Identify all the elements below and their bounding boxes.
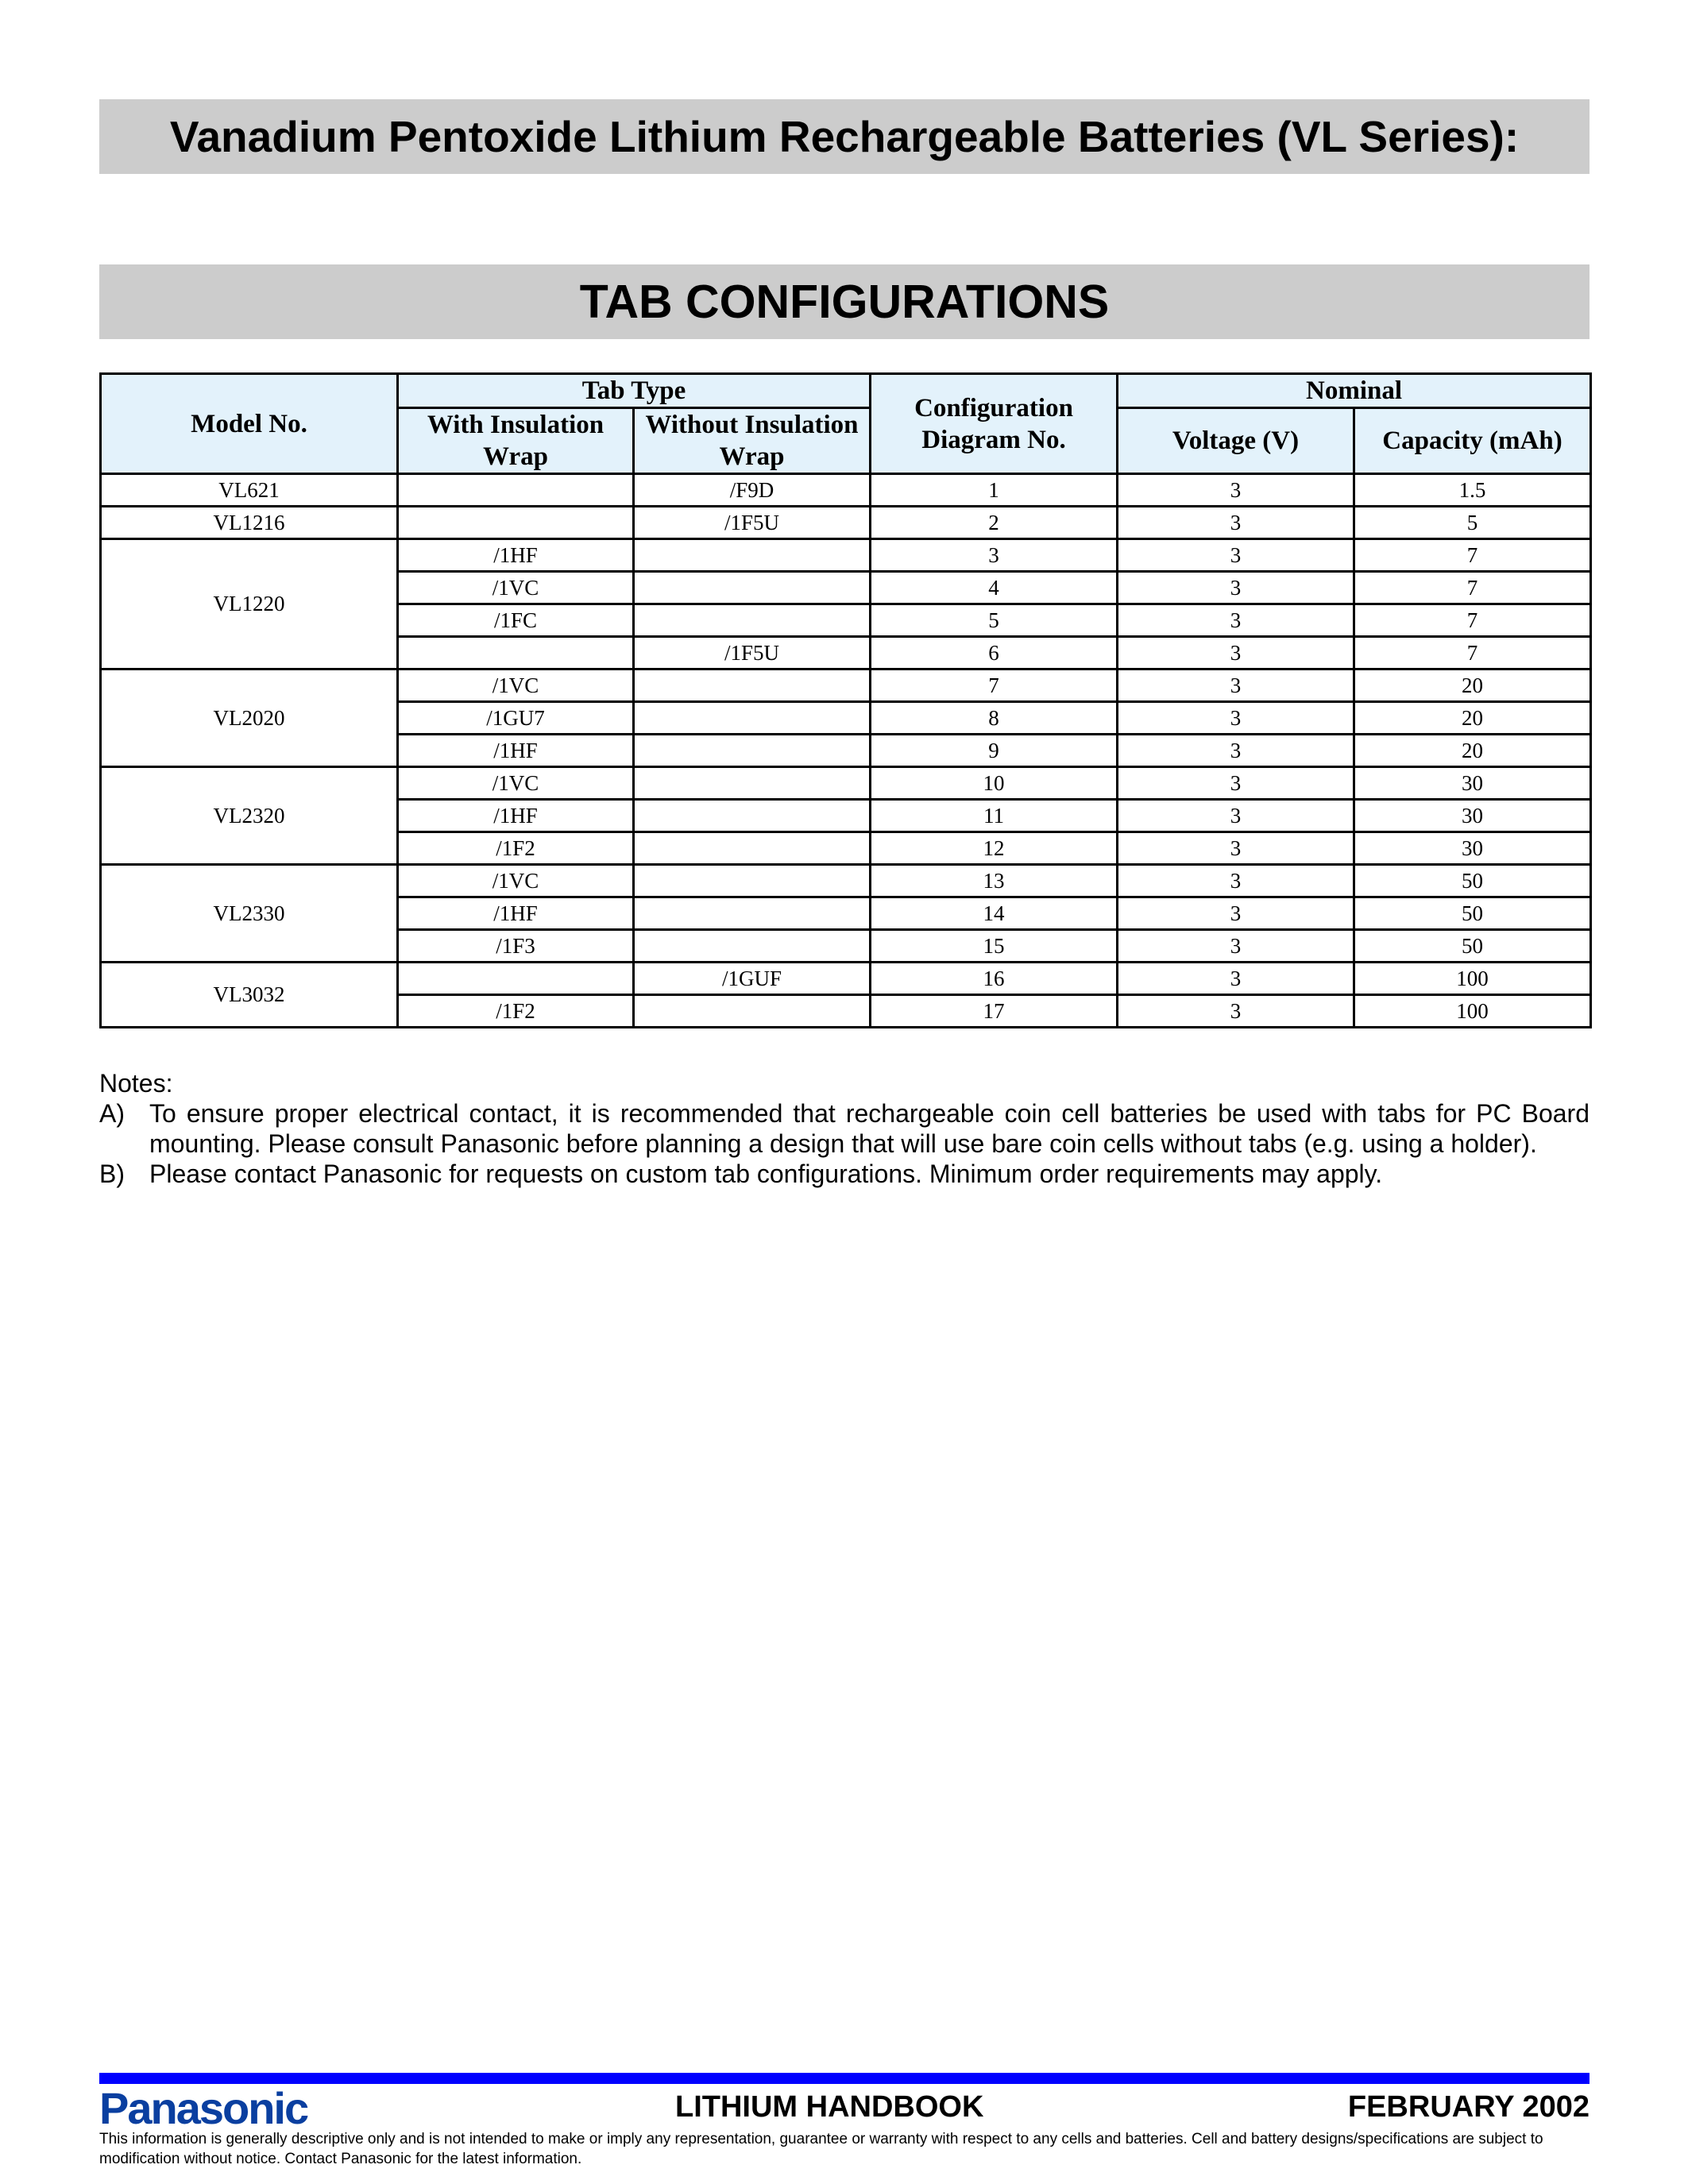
diagram-cell: 17 <box>871 995 1118 1028</box>
note-item <box>99 1159 1590 1189</box>
with-wrap-cell: /1F2 <box>398 995 634 1028</box>
with-wrap-cell: /1F2 <box>398 832 634 865</box>
diagram-cell: 2 <box>871 507 1118 539</box>
without-wrap-cell <box>634 572 871 604</box>
with-wrap-cell <box>398 474 634 507</box>
header-without-insulation-wrap: Without Insulation Wrap <box>634 408 871 474</box>
voltage-cell: 3 <box>1118 474 1354 507</box>
table-row <box>101 767 1591 800</box>
diagram-cell: 11 <box>871 800 1118 832</box>
voltage-cell: 3 <box>1118 702 1354 735</box>
capacity-cell: 100 <box>1354 963 1591 995</box>
table-row <box>101 539 1591 572</box>
voltage-cell: 3 <box>1118 832 1354 865</box>
panasonic-logo: Panasonic <box>99 2083 308 2133</box>
capacity-cell: 100 <box>1354 995 1591 1028</box>
diagram-cell: 16 <box>871 963 1118 995</box>
with-wrap-cell: /1FC <box>398 604 634 637</box>
header-voltage: Voltage (V) <box>1118 408 1354 474</box>
table-row <box>101 963 1591 995</box>
voltage-cell: 3 <box>1118 930 1354 963</box>
capacity-cell: 1.5 <box>1354 474 1591 507</box>
header-with-insulation-wrap: With Insulation Wrap <box>398 408 634 474</box>
voltage-cell: 3 <box>1118 897 1354 930</box>
diagram-cell: 6 <box>871 637 1118 669</box>
without-wrap-cell: /1GUF <box>634 963 871 995</box>
without-wrap-cell <box>634 865 871 897</box>
note-text: Please contact Panasonic for requests on custom tab configurations. Minimum order requirements may apply. <box>149 1160 1383 1188</box>
capacity-cell: 50 <box>1354 865 1591 897</box>
table-row <box>101 474 1591 507</box>
with-wrap-cell: /1GU7 <box>398 702 634 735</box>
without-wrap-cell <box>634 930 871 963</box>
without-wrap-cell: /1F5U <box>634 637 871 669</box>
voltage-cell: 3 <box>1118 669 1354 702</box>
voltage-cell: 3 <box>1118 800 1354 832</box>
diagram-cell: 1 <box>871 474 1118 507</box>
voltage-cell: 3 <box>1118 539 1354 572</box>
without-wrap-cell <box>634 832 871 865</box>
with-wrap-cell: /1HF <box>398 897 634 930</box>
diagram-cell: 15 <box>871 930 1118 963</box>
diagram-cell: 5 <box>871 604 1118 637</box>
capacity-cell: 50 <box>1354 897 1591 930</box>
model-cell: VL2320 <box>101 767 398 865</box>
diagram-cell: 8 <box>871 702 1118 735</box>
header-tab-type: Tab Type <box>398 374 871 408</box>
diagram-cell: 4 <box>871 572 1118 604</box>
voltage-cell: 3 <box>1118 963 1354 995</box>
without-wrap-cell <box>634 604 871 637</box>
diagram-cell: 14 <box>871 897 1118 930</box>
voltage-cell: 3 <box>1118 507 1354 539</box>
voltage-cell: 3 <box>1118 572 1354 604</box>
capacity-cell: 5 <box>1354 507 1591 539</box>
model-cell: VL2330 <box>101 865 398 963</box>
with-wrap-cell: /1HF <box>398 800 634 832</box>
footer-handbook-title: LITHIUM HANDBOOK <box>675 2090 984 2124</box>
without-wrap-cell <box>634 995 871 1028</box>
diagram-cell: 9 <box>871 735 1118 767</box>
note-item <box>99 1098 1590 1159</box>
with-wrap-cell <box>398 963 634 995</box>
voltage-cell: 3 <box>1118 995 1354 1028</box>
without-wrap-cell <box>634 669 871 702</box>
capacity-cell: 7 <box>1354 539 1591 572</box>
without-wrap-cell <box>634 897 871 930</box>
header-model-no: Model No. <box>101 374 398 474</box>
without-wrap-cell <box>634 702 871 735</box>
capacity-cell: 50 <box>1354 930 1591 963</box>
without-wrap-cell <box>634 539 871 572</box>
capacity-cell: 7 <box>1354 604 1591 637</box>
model-cell: VL1216 <box>101 507 398 539</box>
diagram-cell: 10 <box>871 767 1118 800</box>
note-letter: B) <box>99 1160 125 1188</box>
with-wrap-cell: /1VC <box>398 865 634 897</box>
with-wrap-cell <box>398 507 634 539</box>
diagram-cell: 12 <box>871 832 1118 865</box>
without-wrap-cell <box>634 735 871 767</box>
table-row <box>101 669 1591 702</box>
note-text: To ensure proper electrical contact, it is recommended that rechargeable coin cell batteries be used with tabs for PC Board mounting. Please consult Panasonic before planning a design that will use bare coin cells without tabs (e.g. using a holder). <box>149 1099 1590 1158</box>
footer-disclaimer: This information is generally descriptive only and is not intended to make or imply any representation, guarantee or warranty with respect to any cells and batteries. Cell and battery designs/specifications are subject to modification without notice. Contact Panasonic for the latest information. <box>99 2131 1543 2167</box>
without-wrap-cell: /F9D <box>634 474 871 507</box>
footer-date: FEBRUARY 2002 <box>1347 2090 1590 2124</box>
notes-heading: Notes: <box>99 1069 173 1098</box>
capacity-cell: 20 <box>1354 702 1591 735</box>
notes-section <box>99 1068 1590 1189</box>
capacity-cell: 7 <box>1354 572 1591 604</box>
with-wrap-cell: /1HF <box>398 539 634 572</box>
capacity-cell: 20 <box>1354 669 1591 702</box>
with-wrap-cell: /1VC <box>398 572 634 604</box>
capacity-cell: 7 <box>1354 637 1591 669</box>
model-cell: VL1220 <box>101 539 398 669</box>
tab-configurations-table <box>99 372 1592 1028</box>
header-capacity: Capacity (mAh) <box>1354 408 1591 474</box>
with-wrap-cell: /1HF <box>398 735 634 767</box>
with-wrap-cell <box>398 637 634 669</box>
diagram-cell: 13 <box>871 865 1118 897</box>
capacity-cell: 30 <box>1354 767 1591 800</box>
table-row <box>101 507 1591 539</box>
diagram-cell: 3 <box>871 539 1118 572</box>
capacity-cell: 30 <box>1354 832 1591 865</box>
page-title: Vanadium Pentoxide Lithium Rechargeable Batteries (VL Series): <box>99 99 1590 174</box>
capacity-cell: 30 <box>1354 800 1591 832</box>
header-configuration-diagram-no: Configuration Diagram No. <box>871 374 1118 474</box>
with-wrap-cell: /1VC <box>398 669 634 702</box>
model-cell: VL2020 <box>101 669 398 767</box>
without-wrap-cell <box>634 800 871 832</box>
header-nominal: Nominal <box>1118 374 1591 408</box>
voltage-cell: 3 <box>1118 637 1354 669</box>
without-wrap-cell <box>634 767 871 800</box>
table-row <box>101 865 1591 897</box>
with-wrap-cell: /1VC <box>398 767 634 800</box>
section-title: TAB CONFIGURATIONS <box>99 264 1590 339</box>
footer-divider <box>99 2073 1590 2084</box>
voltage-cell: 3 <box>1118 865 1354 897</box>
voltage-cell: 3 <box>1118 735 1354 767</box>
voltage-cell: 3 <box>1118 604 1354 637</box>
model-cell: VL3032 <box>101 963 398 1028</box>
voltage-cell: 3 <box>1118 767 1354 800</box>
without-wrap-cell: /1F5U <box>634 507 871 539</box>
capacity-cell: 20 <box>1354 735 1591 767</box>
note-letter: A) <box>99 1099 125 1128</box>
model-cell: VL621 <box>101 474 398 507</box>
with-wrap-cell: /1F3 <box>398 930 634 963</box>
diagram-cell: 7 <box>871 669 1118 702</box>
